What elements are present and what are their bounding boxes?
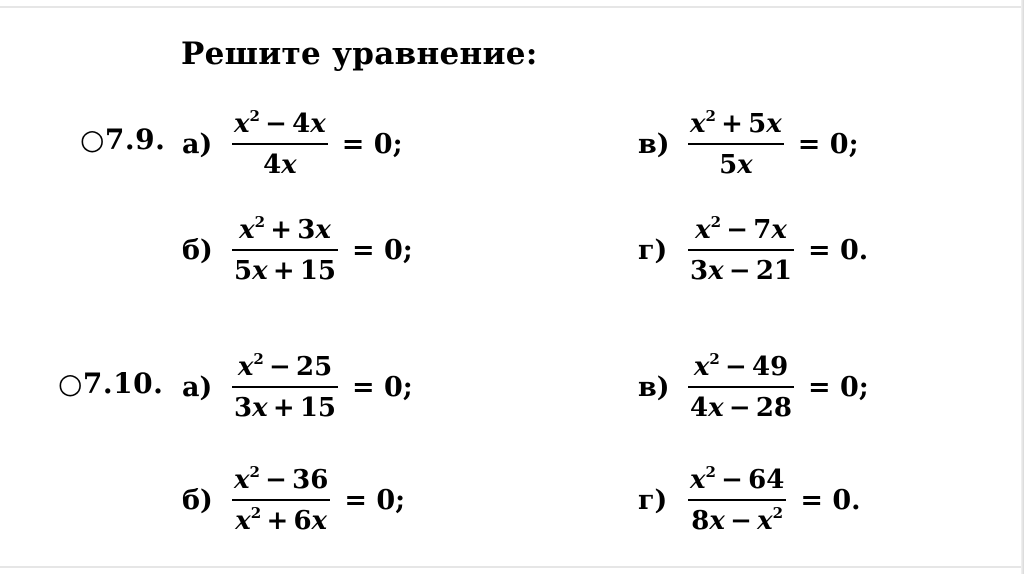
fraction (232, 463, 330, 538)
fraction (688, 213, 794, 288)
denominator: 4x − 28 (690, 393, 792, 423)
fraction (232, 350, 338, 425)
numerator: $x^2 - 64$ (690, 463, 785, 495)
denominator: 3x − 21 (690, 256, 792, 286)
item-label: б) (182, 235, 213, 266)
fraction-bar (688, 143, 784, 145)
fraction-bar (688, 249, 794, 251)
equals-zero: = 0. (800, 485, 861, 516)
slide-top-border (0, 6, 1024, 8)
item-label: в) (638, 372, 670, 403)
denominator: $8x - x^2$ (691, 504, 784, 536)
denominator: 4x (263, 150, 297, 180)
item-label: г) (638, 235, 668, 266)
equation-7-10-b (182, 463, 405, 538)
equals-zero: = 0; (352, 372, 413, 403)
item-label: г) (638, 485, 668, 516)
fraction-bar (232, 249, 338, 251)
fraction-bar (232, 143, 328, 145)
denominator: $x^2 + 6x$ (235, 504, 328, 536)
equals-zero: = 0; (797, 129, 859, 160)
fraction (688, 463, 786, 538)
equals-zero: = 0. (808, 235, 869, 266)
equals-zero: = 0; (341, 129, 403, 160)
equals-zero: = 0; (344, 485, 406, 516)
fraction (232, 107, 328, 182)
slide-bottom-border (0, 566, 1024, 568)
numerator: $x^2 - 36$ (234, 463, 329, 495)
numerator: $x^2 - 49$ (693, 350, 789, 382)
fraction-bar (688, 499, 786, 501)
numerator: $x^2 - 4x$ (234, 107, 326, 139)
fraction (688, 350, 794, 425)
fraction-bar (232, 499, 330, 501)
numerator: $x^2 + 3x$ (239, 213, 331, 245)
fraction-bar (232, 386, 338, 388)
denominator: 3x + 15 (234, 393, 336, 423)
numerator: $x^2 + 5x$ (690, 107, 782, 139)
equals-zero: = 0; (808, 372, 869, 403)
page-title: Решите уравнение: (181, 36, 538, 72)
equation-7-10-a (182, 350, 413, 425)
equation-7-9-v (638, 107, 859, 182)
equation-7-10-v (638, 350, 869, 425)
item-label: а) (182, 372, 213, 403)
item-label: б) (182, 485, 213, 516)
denominator: 5x + 15 (234, 256, 336, 286)
problem-number-7-10: ○7.10. (58, 367, 164, 400)
item-label: а) (182, 129, 213, 160)
denominator: 5x (719, 150, 753, 180)
equals-zero: = 0; (352, 235, 413, 266)
fraction (232, 213, 338, 288)
equation-7-9-a (182, 107, 403, 182)
item-label: в) (638, 129, 670, 160)
equation-7-9-b (182, 213, 413, 288)
equation-7-9-g (638, 213, 868, 288)
fraction-bar (688, 386, 794, 388)
numerator: $x^2 - 25$ (237, 350, 333, 382)
problem-number-7-9: ○7.9. (80, 123, 166, 156)
fraction (688, 107, 784, 182)
equation-7-10-g (638, 463, 861, 538)
numerator: $x^2 - 7x$ (695, 213, 787, 245)
